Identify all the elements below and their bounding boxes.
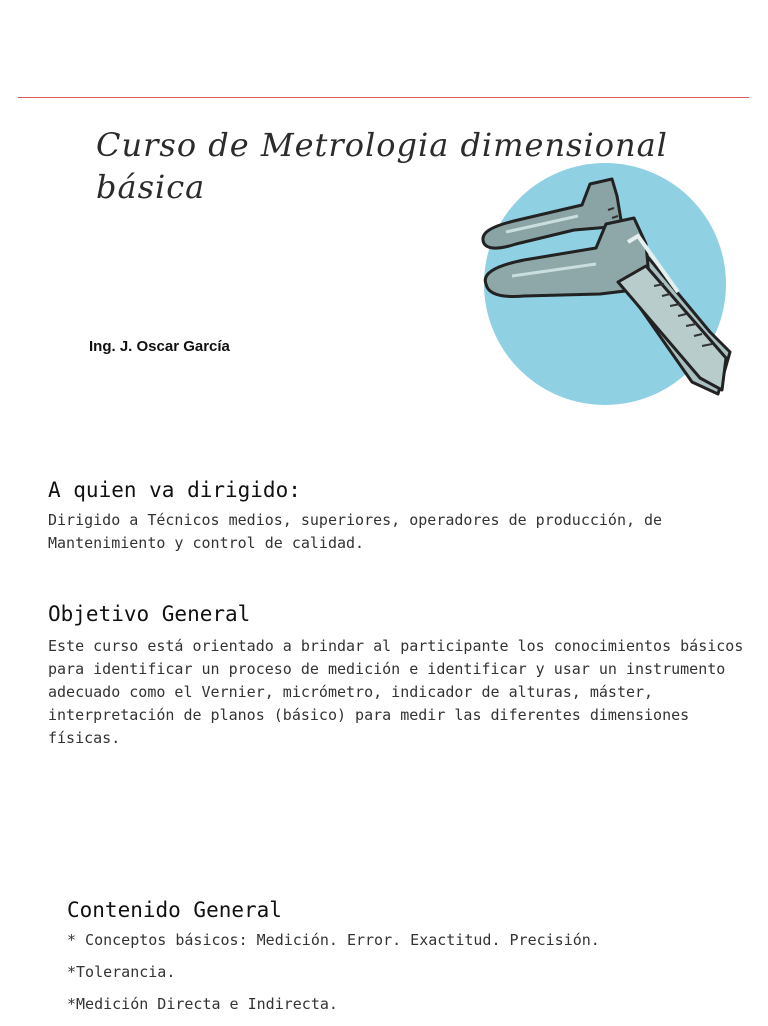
caliper-illustration (478, 162, 734, 414)
author-name: Ing. J. Oscar García (89, 338, 230, 355)
content-item: *Medición Directa e Indirecta. (67, 995, 338, 1013)
audience-text: Dirigido a Técnicos medios, superiores, operadores de producción, de Mantenimiento y control de calidad. (48, 511, 663, 552)
content-item: *Tolerancia. (67, 963, 176, 981)
header-divider (18, 97, 749, 98)
content-item: * Conceptos básicos: Medición. Error. Exactitud. Precisión. (67, 931, 600, 949)
content-list (67, 930, 600, 1026)
document-title: Curso de Metrologia dimensional básica (96, 126, 668, 206)
objective-heading: Objetivo General (48, 602, 251, 626)
caliper-icon (478, 162, 734, 410)
objective-text: Este curso está orientado a brindar al participante los conocimientos básicos para identificar un proceso de medición e identificar y usar un instrumento adecuado como el Vernier, micrómetro, indicador de alturas, máster, interpretación de planos (básico) para medir las diferentes dimensiones físicas. (48, 637, 744, 747)
audience-heading: A quien va dirigido: (48, 478, 301, 502)
content-heading: Contenido General (67, 898, 282, 922)
